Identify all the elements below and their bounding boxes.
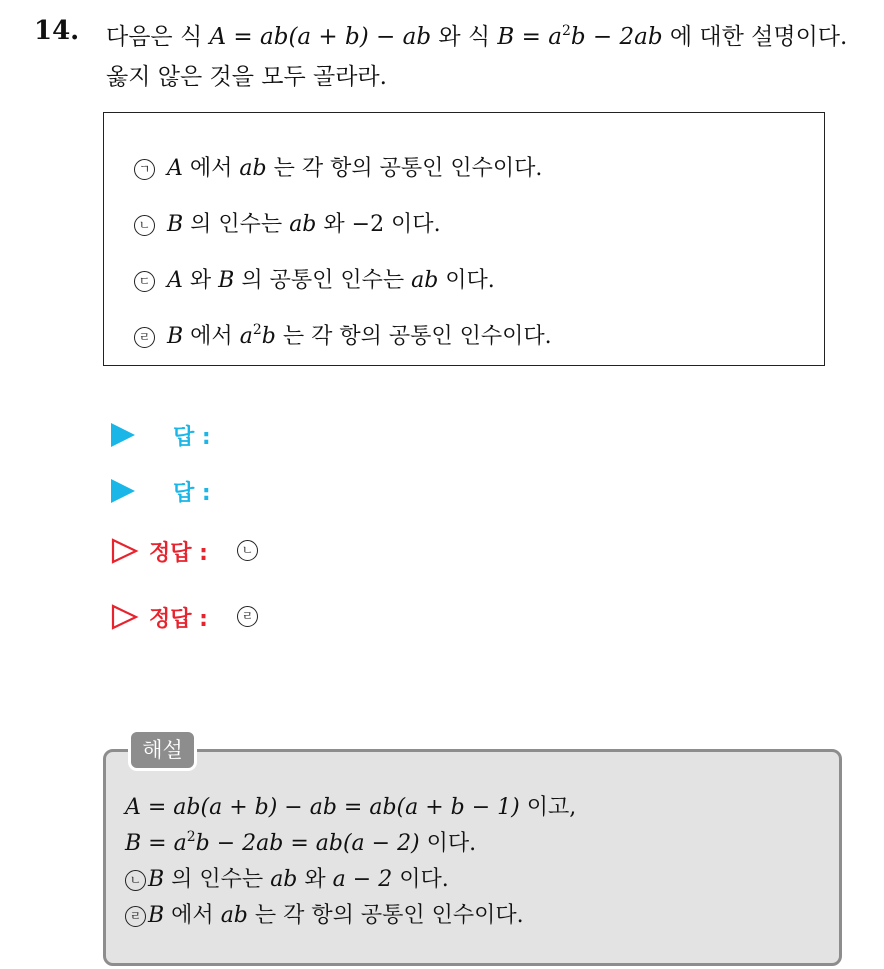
explanation-text: 와 (304, 867, 326, 892)
expr-b-part: B = a (497, 24, 562, 50)
option-3 (134, 263, 495, 294)
explanation-line-4 (125, 898, 524, 929)
option-4 (134, 319, 552, 350)
answer-label: 답 : (173, 481, 211, 506)
outline-triangle-icon (111, 604, 139, 630)
explanation-box (103, 749, 842, 966)
stem-text: 와 식 (438, 24, 491, 50)
option-math: A (167, 156, 183, 181)
explanation-tab: 해설 (128, 729, 197, 771)
option-text: 이다. (445, 268, 495, 293)
explanation-text: 는 각 항의 공통인 인수이다. (254, 903, 524, 928)
expr-b-part: b − 2ab (570, 24, 663, 50)
option-math: ab (239, 156, 267, 181)
play-triangle-icon (111, 479, 135, 503)
explanation-line-1 (125, 790, 576, 821)
explanation-math: ab (220, 903, 248, 928)
correct-answer-label: 정답 : (149, 607, 208, 632)
question-stem-line1 (106, 18, 847, 51)
explanation-math (125, 831, 420, 856)
circled-marker: ㄴ (134, 215, 155, 236)
option-math: B (218, 268, 235, 293)
math-part: a (239, 324, 253, 349)
math-part: B = a (125, 831, 187, 856)
circled-marker: ㄹ (125, 906, 146, 927)
explanation-line-2 (125, 826, 476, 857)
option-1 (134, 151, 542, 182)
option-text: 의 공통인 인수는 (241, 268, 405, 293)
option-math: ab (289, 212, 317, 237)
circled-marker: ㄴ (125, 870, 146, 891)
option-math: A (167, 268, 183, 293)
correct-answer-value (237, 540, 258, 561)
math-part: b (261, 324, 276, 349)
option-text: 는 각 항의 공통인 인수이다. (273, 156, 543, 181)
question-number: 14. (34, 16, 80, 46)
option-text: 는 각 항의 공통인 인수이다. (282, 324, 552, 349)
explanation-text: 에서 (171, 903, 214, 928)
circled-marker: ㄱ (134, 159, 155, 180)
explanation-math: ab (270, 867, 298, 892)
circled-marker: ㄷ (134, 271, 155, 292)
question-stem-line2: 옳지 않은 것을 모두 골라라. (106, 64, 387, 90)
expr-b (497, 24, 662, 50)
stem-text: 다음은 식 (106, 24, 203, 50)
expr-b-exponent: 2 (561, 23, 571, 39)
answer-label: 답 : (173, 425, 211, 450)
options-box (103, 112, 825, 366)
explanation-math: B (148, 903, 165, 928)
math-exponent: 2 (186, 829, 196, 845)
option-math: B (167, 212, 184, 237)
option-math: B (167, 324, 184, 349)
explanation-math: B (148, 867, 165, 892)
circled-marker: ㄹ (134, 327, 155, 348)
option-2 (134, 207, 441, 238)
option-text: 의 인수는 (190, 212, 283, 237)
option-text: 와 (189, 268, 212, 293)
explanation-text: 이고, (526, 795, 577, 820)
circled-marker: ㄹ (237, 606, 258, 627)
option-text: 에서 (190, 324, 233, 349)
correct-answer-value (237, 606, 258, 627)
explanation-text: 의 인수는 (171, 867, 264, 892)
math-exponent: 2 (252, 322, 262, 338)
explanation-line-3 (125, 862, 449, 893)
option-text: 와 −2 이다. (323, 212, 441, 237)
math-part: b − 2ab = ab(a − 2) (195, 831, 420, 856)
outline-triangle-icon (111, 538, 139, 564)
explanation-text: 이다. (426, 831, 477, 856)
stem-text: 에 대한 설명이다. (669, 24, 848, 50)
option-text: 에서 (189, 156, 233, 181)
correct-answer-label: 정답 : (149, 541, 208, 566)
explanation-text: 이다. (399, 867, 449, 892)
circled-marker: ㄴ (237, 540, 258, 561)
option-math (240, 324, 276, 349)
explanation-math: a − 2 (332, 867, 393, 892)
option-math: ab (411, 268, 439, 293)
expr-a: A = ab(a + b) − ab (209, 24, 432, 50)
play-triangle-icon (111, 423, 135, 447)
explanation-math: A = ab(a + b) − ab = ab(a + b − 1) (125, 795, 520, 820)
